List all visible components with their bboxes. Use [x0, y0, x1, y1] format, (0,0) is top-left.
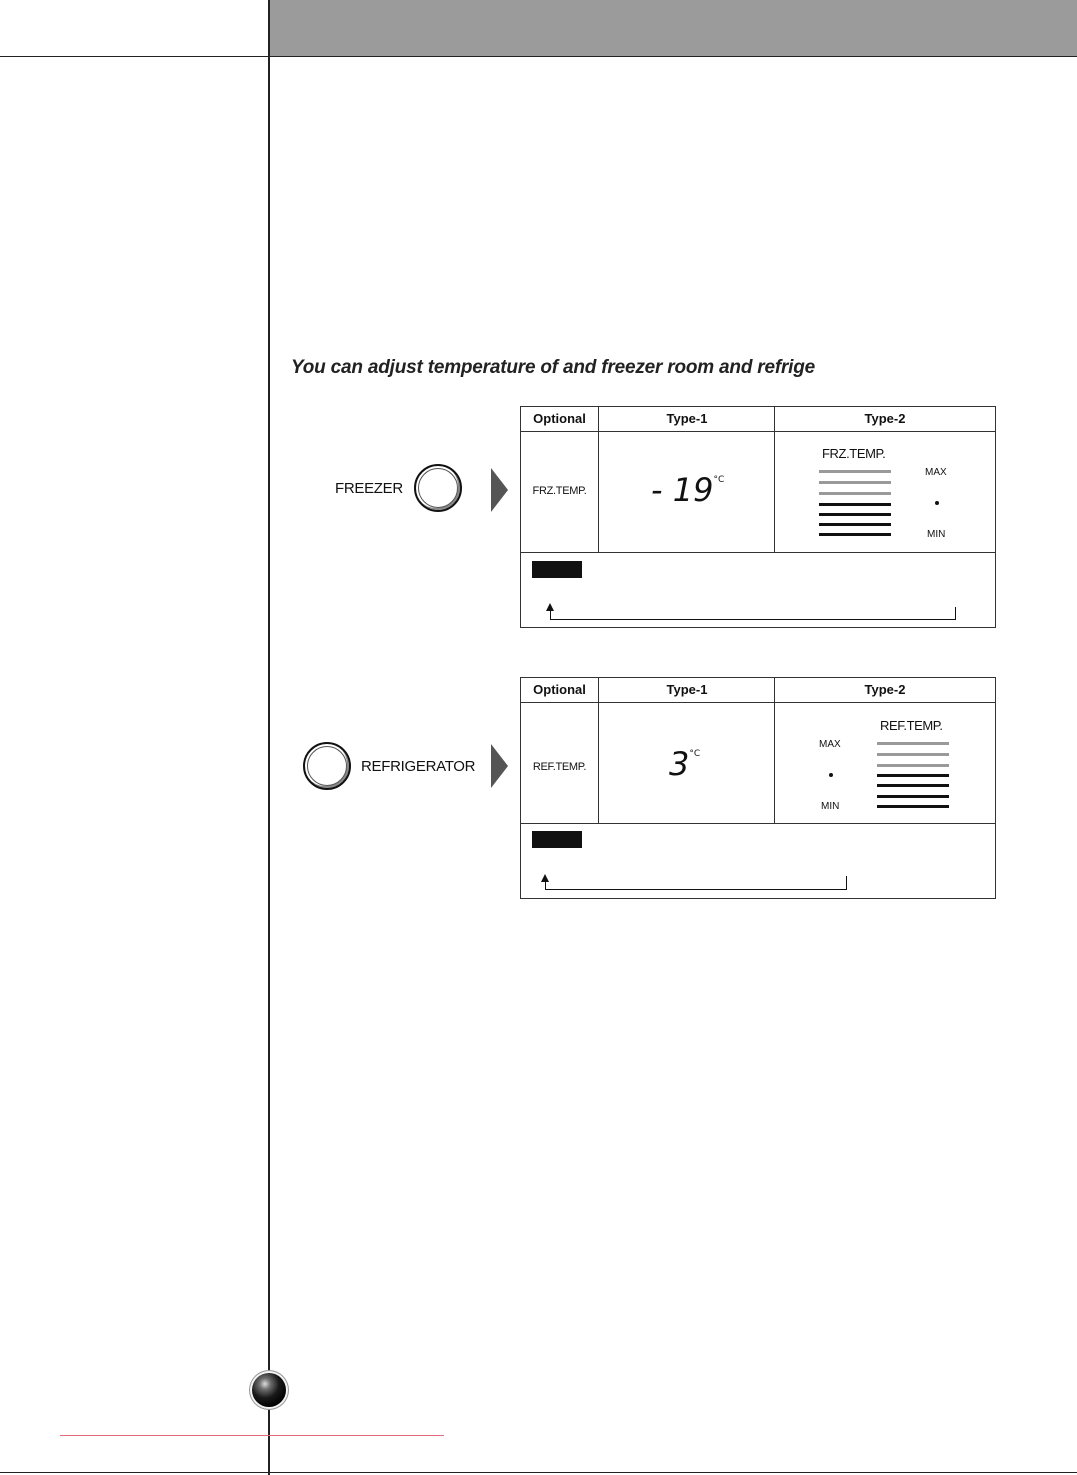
freezer-header-divider — [521, 431, 995, 432]
refrigerator-level-bar — [877, 805, 949, 808]
freezer-temp-display: - $19^{^\circ C}$ — [651, 471, 725, 509]
freezer-cycle-line — [955, 607, 956, 620]
refrigerator-temp-display: $3^{^\circ C}$ — [669, 745, 701, 783]
refrigerator-level-bar — [877, 784, 949, 787]
freezer-button-label: FREEZER — [335, 480, 403, 497]
refrigerator-optional-label: REF.TEMP. — [532, 761, 587, 773]
refrigerator-level-bar — [877, 742, 949, 745]
refrigerator-level-bar — [877, 753, 949, 756]
freezer-header-optional: Optional — [533, 411, 586, 426]
freezer-col-divider-2 — [774, 407, 775, 552]
freezer-header-type1: Type-1 — [666, 411, 708, 426]
freezer-cycle-line — [550, 619, 956, 620]
refrigerator-header-type1: Type-1 — [666, 682, 708, 697]
freezer-optional-label: FRZ.TEMP. — [532, 485, 587, 497]
refrigerator-header-divider — [521, 702, 995, 703]
refrigerator-col-divider-2 — [774, 678, 775, 823]
page-bullet-icon — [252, 1373, 286, 1407]
freezer-level-bar — [819, 533, 891, 536]
freezer-level-bar — [819, 492, 891, 495]
freezer-button[interactable] — [414, 464, 462, 512]
refrigerator-level-dot — [829, 773, 833, 777]
refrigerator-button[interactable] — [303, 742, 351, 790]
margin-rule — [268, 0, 270, 1475]
freezer-cycle-box — [532, 561, 582, 578]
refrigerator-type2-title: REF.TEMP. — [880, 718, 943, 733]
refrigerator-cycle-line — [846, 876, 847, 890]
intro-text: You can adjust temperature of and freezer room and refrige — [291, 357, 816, 378]
freezer-type2-title: FRZ.TEMP. — [822, 446, 886, 461]
freezer-col-divider-1 — [598, 407, 599, 552]
refrigerator-cycle-box — [532, 831, 582, 848]
refrigerator-panel — [520, 677, 996, 899]
refrigerator-min-label: MIN — [821, 801, 840, 812]
header-band — [270, 0, 1077, 56]
freezer-level-bar — [819, 513, 891, 516]
refrigerator-cycle-line — [545, 889, 847, 890]
refrigerator-level-bar — [877, 795, 949, 798]
header-rule — [0, 56, 1077, 57]
red-underline — [60, 1435, 444, 1436]
freezer-level-bar — [819, 523, 891, 526]
refrigerator-level-bar — [877, 774, 949, 777]
freezer-arrow-icon — [491, 468, 508, 512]
refrigerator-level-bar — [877, 764, 949, 767]
freezer-max-label: MAX — [925, 467, 947, 478]
refrigerator-header-type2: Type-2 — [864, 682, 906, 697]
freezer-header-type2: Type-2 — [864, 411, 906, 426]
footer-rule — [0, 1472, 1077, 1473]
refrigerator-body-divider — [521, 823, 995, 824]
freezer-level-bar — [819, 481, 891, 484]
refrigerator-col-divider-1 — [598, 678, 599, 823]
freezer-level-dot — [935, 501, 939, 505]
freezer-body-divider — [521, 552, 995, 553]
freezer-level-bar — [819, 470, 891, 473]
freezer-level-bar — [819, 503, 891, 506]
freezer-panel — [520, 406, 996, 628]
refrigerator-header-optional: Optional — [533, 682, 586, 697]
refrigerator-max-label: MAX — [819, 739, 841, 750]
refrigerator-arrow-icon — [491, 744, 508, 788]
freezer-min-label: MIN — [927, 529, 946, 540]
refrigerator-button-label: REFRIGERATOR — [361, 758, 476, 775]
